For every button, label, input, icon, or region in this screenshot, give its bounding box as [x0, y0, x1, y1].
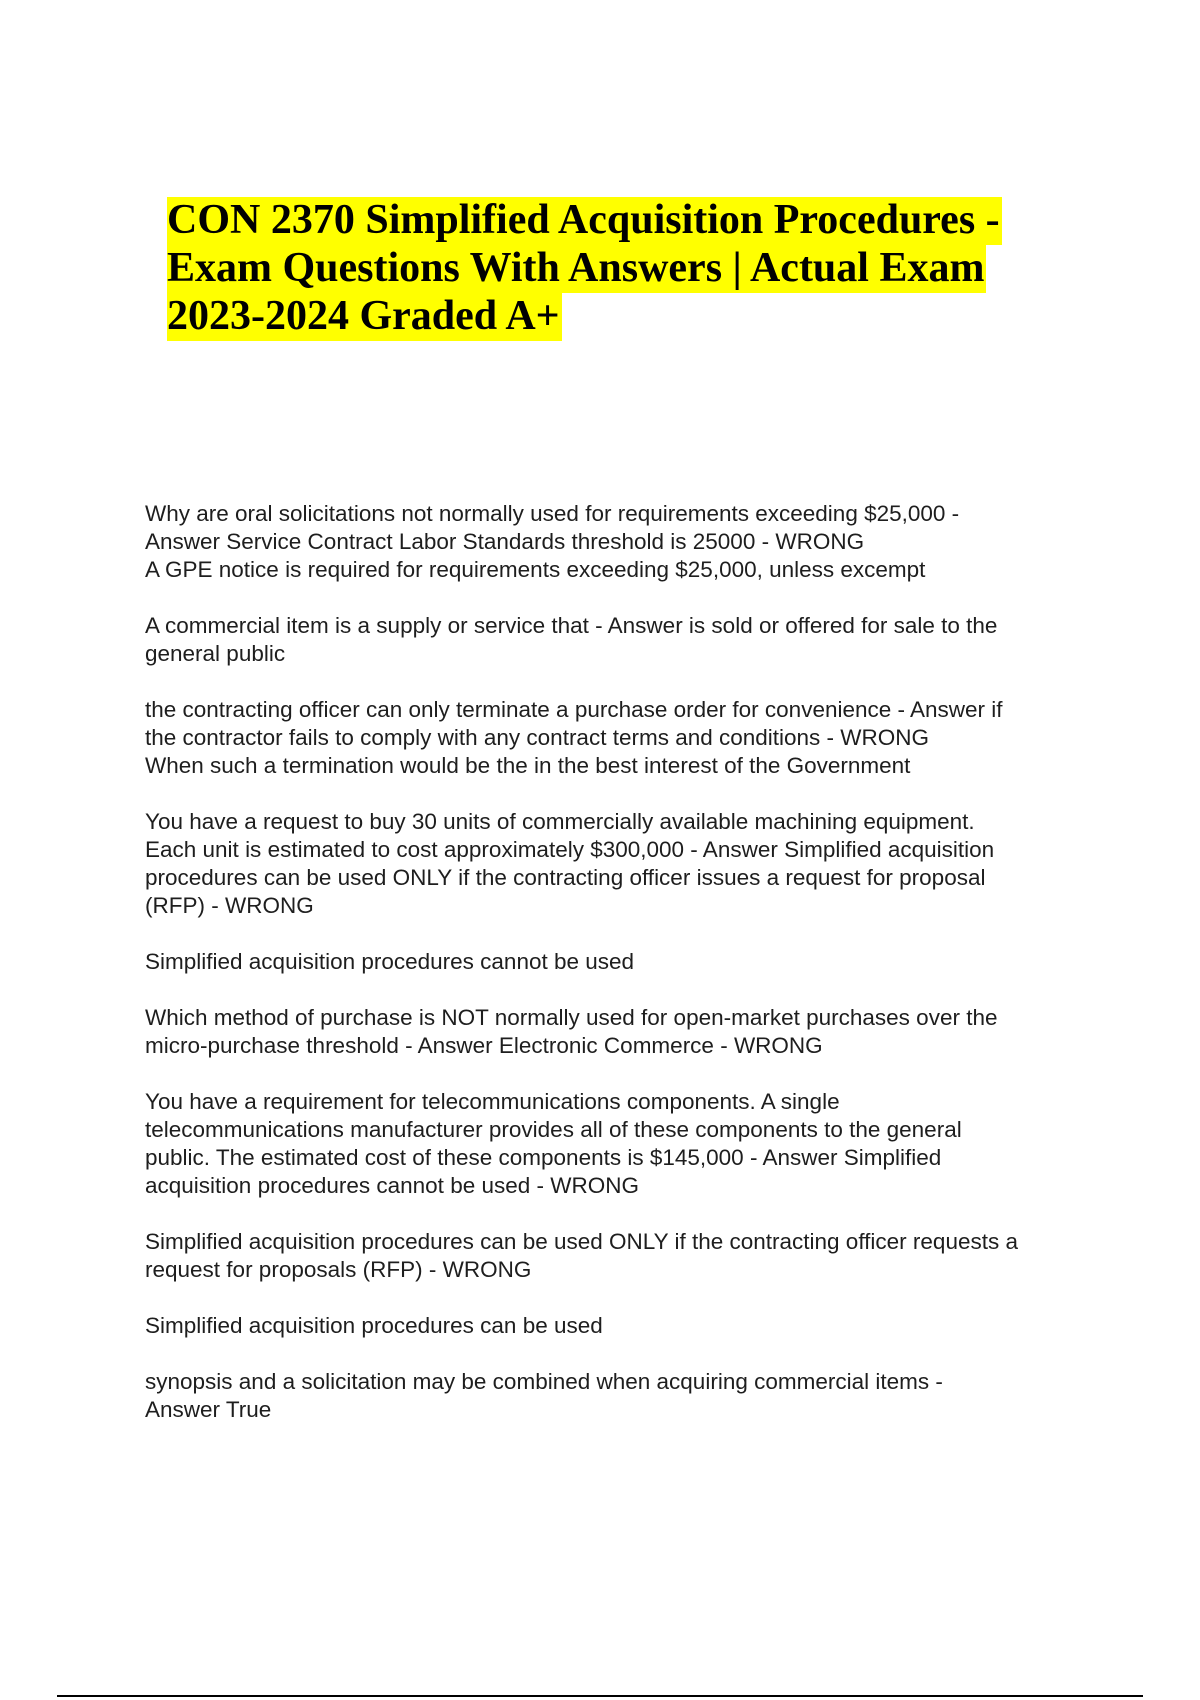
- qa-item: [145, 1228, 1105, 1284]
- qa-line: the contractor fails to comply with any contract terms and conditions - WRONG: [145, 725, 930, 750]
- qa-line: Answer True: [145, 1397, 272, 1422]
- qa-line: You have a requirement for telecommunications components. A single: [145, 1089, 840, 1114]
- qa-line: the contracting officer can only terminate a purchase order for convenience - Answer if: [145, 697, 1003, 722]
- qa-list: [145, 500, 1105, 1452]
- title-line-text: CON 2370 Simplified Acquisition Procedures -: [167, 197, 1000, 243]
- qa-line: micro-purchase threshold - Answer Electronic Commerce - WRONG: [145, 1033, 823, 1058]
- title-line-text: 2023-2024 Graded A+: [167, 293, 560, 339]
- qa-item: [145, 500, 1105, 584]
- qa-item: [145, 1004, 1105, 1060]
- qa-line: A commercial item is a supply or service that - Answer is sold or offered for sale to the: [145, 613, 998, 638]
- title-line: [167, 196, 1067, 244]
- qa-line: A GPE notice is required for requirements exceeding $25,000, unless excempt: [145, 557, 926, 582]
- qa-line: Simplified acquisition procedures can be used: [145, 1313, 603, 1338]
- qa-line: request for proposals (RFP) - WRONG: [145, 1257, 532, 1282]
- qa-line: Simplified acquisition procedures cannot be used: [145, 949, 635, 974]
- document-title: [167, 196, 1067, 340]
- qa-line: acquisition procedures cannot be used - WRONG: [145, 1173, 639, 1198]
- qa-item: [145, 948, 1105, 976]
- qa-line: Simplified acquisition procedures can be used ONLY if the contracting officer requests a: [145, 1229, 1018, 1254]
- qa-line: When such a termination would be the in the best interest of the Government: [145, 753, 911, 778]
- qa-item: [145, 1088, 1105, 1200]
- title-line: [167, 292, 1067, 340]
- qa-line: synopsis and a solicitation may be combined when acquiring commercial items -: [145, 1369, 943, 1394]
- qa-line: general public: [145, 641, 286, 666]
- qa-item: [145, 612, 1105, 668]
- qa-line: public. The estimated cost of these components is $145,000 - Answer Simplified: [145, 1145, 942, 1170]
- qa-line: Each unit is estimated to cost approximately $300,000 - Answer Simplified acquisition: [145, 837, 995, 862]
- qa-item: [145, 808, 1105, 920]
- qa-line: You have a request to buy 30 units of commercially available machining equipment.: [145, 809, 975, 834]
- title-line: [167, 244, 1067, 292]
- qa-line: Why are oral solicitations not normally used for requirements exceeding $25,000 -: [145, 501, 960, 526]
- title-line-text: Exam Questions With Answers | Actual Exam: [167, 245, 985, 291]
- qa-line: Answer Service Contract Labor Standards threshold is 25000 - WRONG: [145, 529, 865, 554]
- qa-line: telecommunications manufacturer provides all of these components to the general: [145, 1117, 962, 1142]
- qa-item: [145, 696, 1105, 780]
- qa-line: Which method of purchase is NOT normally used for open-market purchases over the: [145, 1005, 998, 1030]
- qa-line: (RFP) - WRONG: [145, 893, 314, 918]
- qa-item: [145, 1312, 1105, 1340]
- qa-item: [145, 1368, 1105, 1424]
- qa-line: procedures can be used ONLY if the contracting officer issues a request for proposal: [145, 865, 986, 890]
- page-bottom-rule: [57, 1695, 1143, 1697]
